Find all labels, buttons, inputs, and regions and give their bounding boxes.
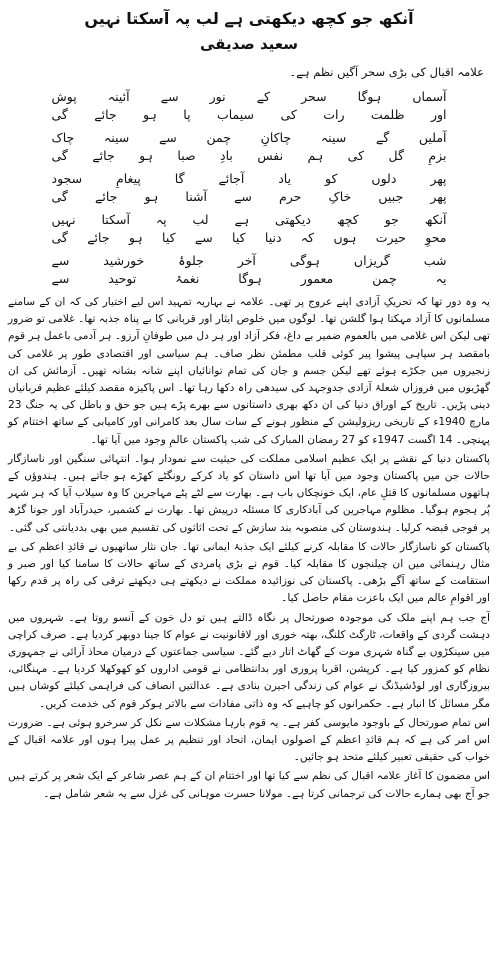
poem-verse: اور ظلمت رات کی سیماب پا ہو جائے گی — [51, 107, 447, 122]
body-paragraph: پاکستان کو ناسازگار حالات کا مقابلہ کرنے کیلئے ایک جذبۂ ایمانی تھا۔ جان نثار ساتھیوں نے قائدِ اعظم کی بے مثال رہنمائی میں ان چیلنجوں کا مقابلہ کیا۔ قوم نے بڑی پامردی کے ساتھ حالات کا سامنا کیا اور صبر و استقامت کے ساتھ آگے بڑھی۔ پاکستان کی نوزائیدہ مملکت نے دیکھتے ہی دیکھتے ترقی کی راہ پر قدم رکھا اور اقوامِ عالم میں ایک باعزت مقام حاصل کیا۔ — [8, 540, 490, 605]
body-paragraph: پاکستان دنیا کے نقشے پر ایک عظیم اسلامی مملکت کی حیثیت سے نمودار ہوا۔ انتہائی سنگین اور ناسازگار حالات جن میں پاکستان وجود میں آیا تھا اس داستان کو یاد کرکے رونگٹے کھڑے ہو جاتے ہیں۔ ہندوؤں کے ہاتھوں مسلمانوں کا قتلِ عام، ایک خونچکاں باب ہے۔ بھارت سے لٹے پٹے مہاجرین کا وہ سیلاب آیا کہ ہر شہر پُر ہجوم ہوگیا۔ مظلوم مہاجرین کی آبادکاری کا مسئلہ درپیش تھا۔ بھارت نے کشمیر، حیدرآباد اور جونا گڑھ پر فوجی قبضہ کرلیا۔ ہندوستان کی منصوبہ بند سازش کے تحت اثاثوں کی تقسیم میں بھی بددیانتی کی گئی۔ — [8, 452, 490, 534]
poem-verse: آنکھ جو کچھ دیکھتی ہے لب پہ آسکتا نہیں — [51, 212, 447, 227]
poem-verse: پھر دلوں کو یاد آجائے گا پیغامِ سجود — [51, 171, 447, 186]
article-author: سعید صدیقی — [200, 35, 298, 53]
body-paragraph: آج جب ہم اپنے ملک کی موجودہ صورتحال پر نگاہ ڈالتے ہیں تو دل خون کے آنسو روتا ہے۔ شہروں میں دہشت گردی کے واقعات، ٹارگٹ کلنگ، بھتہ خوری اور لاقانونیت نے عوام کا جینا دوبھر کردیا ہے۔ صرف کراچی میں سینکڑوں بے گناہ شہری موت کے گھاٹ اتار دیے گئے۔ سیاسی جماعتوں کے درمیان محاذ آرائی نے جمہوری نظام کو کمزور کیا ہے۔ کرپشن، اقربا پروری اور بدانتظامی نے قومی اداروں کو کھوکھلا کردیا ہے۔ مہنگائی، بیروزگاری اور لوڈشیڈنگ نے عوام کی زندگی اجیرن بنادی ہے۔ عدالتیں انصاف کی فراہمی کیلئے کوشاں ہیں مگر مسائل کا انبار ہے۔ حکمرانوں کو چاہیے کہ وہ ذاتی مفادات سے بالاتر ہوکر قوم کی خدمت کریں۔ — [8, 611, 490, 710]
poem-couplet — [52, 88, 447, 124]
poem-couplet — [52, 170, 447, 206]
poem-couplet — [52, 129, 447, 165]
article-intro: علامہ اقبال کی بڑی سحر آگیں نظم ہے۔ — [289, 65, 484, 79]
article-body — [8, 294, 490, 803]
poem-verse: آسماں ہوگا سحر کے نور سے آئینہ پوش — [51, 89, 447, 104]
poem — [52, 88, 447, 288]
body-paragraph: اس مضمون کا آغاز علامہ اقبال کی نظم سے کیا تھا اور اختتام ان کے ہم عصر شاعر کے ایک شعر پر کرتے ہیں جو آج بھی ہمارے حالات کی ترجمانی کرتا ہے۔ مولانا حسرت موہانی کی غزل سے یہ شعر شامل ہے۔ — [8, 770, 490, 800]
poem-verse: آملیں گے سینہ چاکانِ چمن سے سینہ چاک — [51, 130, 447, 145]
body-paragraph: یہ وہ دور تھا کہ تحریکِ آزادی اپنے عروج پر تھی۔ علامہ نے بہاریہ تمہید اس لیے اختیار کی کہ ان کے سامنے مسلمانوں کا آزاد مہکتا ہوا گلشن تھا۔ لوگوں میں خلوص ایثار اور قربانی کا بے پناہ جذبہ تھا۔ غلامی تو ضرور تھی لیکن اس غلامی میں بالعموم ضمیر بے داغ، فکر آزاد اور ہر دل میں طوفانِ آرزو۔ ہر آدمی باعمل ہر قوم بامقصد ہر سپاہی پیشوا پیر کوئی قلب مطمئن نظر صاف۔ ہم سیاسی اور اقتصادی طور پر غلامی کی زنجیروں میں جکڑے ہوئے تھے لیکن جسم و جان کی تمام توانائیاں اپنے شانہ بشانہ تھیں۔ آزمائش کی ان گھڑیوں میں فروزاں شعلۂ آزادی جدوجہد کی سیدھی راہ دکھا رہا تھا۔ اس پاکیزہ مقصد کیلئے عظیم قربانیاں دینی پڑیں۔ تاریخ کے اوراق دنیا کی ان دکھ بھری داستانوں سے بھرے پڑے ہیں جو حق و باطل کی یہ جنگ 23 مارچ 1940ء کے تاریخی ریزولیشن کے منظور ہونے کے سات سال بعد کامرانی اور کامیابی کے ساتھ اختتام کو پہنچی۔ 14 اگست 1947ء کو 27 رمضان المبارک کی شب پاکستان عالمِ وجود میں آیا تھا۔ — [8, 296, 490, 446]
poem-verse: پھر جبیں خاکِ حرم سے آشنا ہو جائے گی — [51, 189, 447, 204]
poem-couplet — [52, 252, 447, 288]
poem-verse: شب گریزاں ہوگی آخر جلوۂ خورشید سے — [51, 253, 447, 268]
body-paragraph: اس تمام صورتحال کے باوجود مایوسی کفر ہے۔ یہ قوم بارہا مشکلات سے نکل کر سرخرو ہوئی ہے۔ ضرورت اس امر کی ہے کہ ہم قائدِ اعظم کے اصولوں ایمان، اتحاد اور تنظیم پر عمل پیرا ہوں اور علامہ اقبال کے خواب کی حقیقی تعبیر کیلئے متحد ہو جائیں۔ — [8, 716, 490, 764]
article-title: آنکھ جو کچھ دیکھتی ہے لب پہ آسکتا نہیں — [84, 9, 414, 28]
poem-verse: یہ چمن معمور ہوگا نغمۂ توحید سے — [51, 271, 447, 286]
poem-verse: محوِ حیرت ہوں کہ دنیا کیا سے کیا ہو جائے گی — [51, 230, 447, 245]
poem-verse: بزمِ گل کی ہم نفس بادِ صبا ہو جائے گی — [51, 148, 447, 163]
poem-couplet — [52, 211, 447, 247]
